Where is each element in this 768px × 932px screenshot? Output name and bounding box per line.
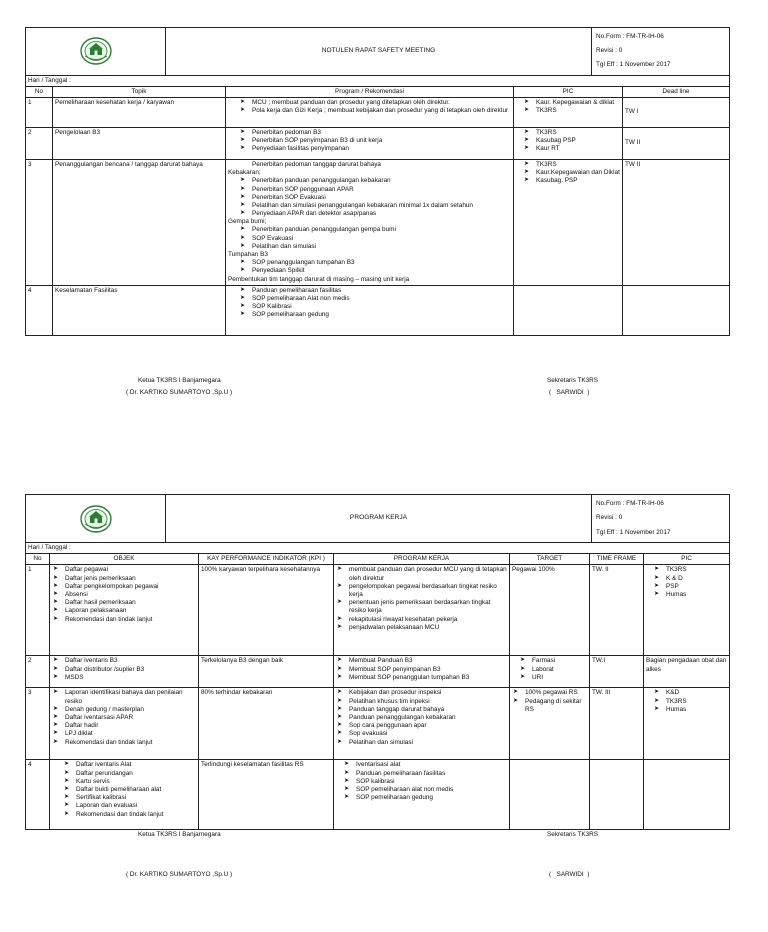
signer-left-name: ( Dr. KARTIKO SUMARTOYO ,Sp.U ) (126, 871, 233, 878)
list-item: ➤ URI (512, 674, 587, 682)
row-number: 3 (26, 688, 50, 760)
list-item: ➤ Laporan pelaksanaan (52, 607, 196, 615)
row-objek (50, 565, 199, 656)
list-item: ➤ Humas (646, 706, 727, 714)
effective-date: Tgl Eff : 1 November 2017 (596, 61, 671, 69)
row-objek (50, 760, 199, 830)
col-header-topik: Topik (53, 86, 226, 97)
program-header-table (25, 494, 730, 543)
list-item: ➤ Daftar bukti pemeliharaan alat (52, 786, 196, 794)
table-row (26, 656, 730, 688)
row-number: 2 (26, 127, 53, 159)
hari-tanggal-label: Hari / Tanggal : (25, 76, 730, 86)
table-row (26, 127, 730, 159)
col-header-deadline: Dead line (623, 86, 730, 97)
col-header-no: No (26, 86, 53, 97)
signer-right-title: Sekretaris TK3RS (547, 831, 599, 838)
form-number: No.Form : FM-TR-IH-06 (596, 33, 664, 40)
list-item: ➤ Kebijakan dan prosedur inspeksi (336, 689, 507, 697)
list-item: ➤ K&D (646, 689, 727, 697)
row-program (334, 656, 510, 688)
table-row (26, 688, 730, 760)
kebakaran-label: Kebakaran; (228, 169, 261, 177)
table-header-row (26, 554, 730, 565)
list-item: ➤ Farmasi (512, 657, 587, 665)
notulen-document (25, 27, 730, 336)
list-item: ➤ Penyediaan fasilitas penyimpanan (228, 145, 511, 153)
logo-cell (26, 28, 166, 76)
list-item: ➤ Daftar iventaris Alat (52, 761, 196, 769)
list-item: ➤ SOP Kalibrasi (228, 303, 511, 311)
hospital-logo-icon (28, 504, 163, 534)
list-item: ➤ Kaur.Kepegawaian dan Diklat (516, 169, 620, 177)
row-target: Pegawai 100% (510, 565, 590, 656)
row-target (510, 760, 590, 830)
list-item: ➤ Daftar pengkelompokan pegawai (52, 583, 196, 591)
row-kpi: Terlindungi keselamatan fasilitas RS (199, 760, 334, 830)
row-deadline: TW I (623, 97, 730, 127)
list-item: ➤ SOP pemeliharaan gedung (228, 311, 511, 319)
list-item: ➤ TK3RS (646, 698, 727, 706)
row-topic: Pengelolaan B3 (53, 127, 226, 159)
row-timeframe: TW. II (590, 565, 644, 656)
list-item: ➤ Penerbitan SOP penggunaan APAR (228, 186, 511, 194)
row-deadline: TW II (623, 159, 730, 285)
row-target (510, 656, 590, 688)
col-header-program: Program / Rekomendasi (226, 86, 514, 97)
col-header-pic: PIC (644, 554, 730, 565)
list-item: ➤ TK3RS (646, 566, 727, 574)
row-deadline (623, 285, 730, 335)
list-item: ➤ SOP pemeliharaan alat non medis (336, 786, 507, 794)
program-heading: Penerbitan pedoman tanggap darurat bahaya (252, 160, 381, 168)
hari-tanggal-label: Hari / Tanggal : (25, 543, 730, 553)
row-pic (644, 565, 730, 656)
list-item: ➤ Penerbitan SOP Evakuasi (228, 194, 511, 202)
list-item: ➤ Penerbitan panduan penanggulangan kebakaran (228, 177, 511, 185)
col-header-timeframe: TIME FRAME (590, 554, 644, 565)
hospital-logo-icon (28, 36, 163, 66)
list-item: ➤ Membuat SOP penyimpanan B3 (336, 666, 507, 674)
signer-right-name: ( SARWIDI ) (549, 871, 590, 878)
list-item: ➤ Panduan penanggulangan kebakaran (336, 714, 507, 722)
signer-right-name: ( SARWIDI ) (549, 389, 590, 396)
row-program (226, 159, 514, 285)
list-item: ➤ MCU ; membuat panduan dan prosedur yang ditetapkan oleh direktur. (228, 99, 511, 107)
row-pic (644, 760, 730, 830)
list-item: ➤ Kasubag PSP (516, 137, 620, 145)
program-kerja-document (25, 494, 730, 830)
list-item: ➤ Daftar iventarsasi APAR (52, 714, 196, 722)
list-item: ➤ Laborat (512, 666, 587, 674)
row-pic (514, 285, 623, 335)
list-item: ➤ Daftar hasil pemeriksaan (52, 599, 196, 607)
row-kpi: 100% karyawan terpelihara kesehatannya (199, 565, 334, 656)
list-item: ➤ Penerbitan panduan penanggulangan gempa bumi (228, 226, 511, 234)
table-row (26, 565, 730, 656)
row-number: 4 (26, 760, 50, 830)
list-item: ➤ Membuat SOP penanggulan tumpahan B3 (336, 674, 507, 682)
list-item: ➤ Denah gedung / masterplan (52, 706, 196, 714)
row-topic: Keselamatan Fasilitas (53, 285, 226, 335)
list-item: ➤ pengelompokan pegawai berdasarkan tingkat resiko kerja (336, 583, 507, 599)
row-target (510, 688, 590, 760)
row-program (226, 285, 514, 335)
row-program (334, 565, 510, 656)
document-title: PROGRAM KERJA (166, 495, 592, 543)
program-kerja-table (25, 553, 730, 830)
row-objek (50, 688, 199, 760)
list-item: ➤ Panduan tanggap darurat bahaya (336, 706, 507, 714)
list-item: ➤ 100% pegawai RS (512, 689, 587, 697)
list-item: ➤ SOP pemeliharaan Alat non medis (228, 295, 511, 303)
list-item: ➤ K & D (646, 575, 727, 583)
tumpahan-label: Tumpahan B3 (228, 251, 268, 258)
signer-left-title: Ketua TK3RS I Banjarnegara (138, 831, 221, 838)
row-program (334, 688, 510, 760)
row-topic: Penanggulangan bencana / tanggap darurat bahaya (53, 159, 226, 285)
list-item: ➤ Iventarisasi alat (336, 761, 507, 769)
row-topic: Pemeliharaan kesehatan kerja / karyawan (53, 97, 226, 127)
list-item: ➤ Rekomendasi dan tindak lanjut (52, 811, 196, 819)
row-pic (514, 97, 623, 127)
list-item: ➤ Laporan identifikasi bahaya dan penilaian resiko (52, 689, 196, 705)
list-item: ➤ Kaur RT (516, 145, 620, 153)
list-item: ➤ SOP kalibrasi (336, 778, 507, 786)
signer-left-title: Ketua TK3RS I Banjarnegara (138, 377, 221, 384)
list-item: ➤ Pedagang di sekitar RS (512, 698, 587, 714)
row-number: 1 (26, 97, 53, 127)
list-item: ➤ Rekomendasi dan tindak lanjut (52, 616, 196, 624)
notulen-table (25, 86, 730, 336)
list-item: ➤ Penerbitan SOP penyimpanan B3 di unit kerja (228, 137, 511, 145)
row-number: 3 (26, 159, 53, 285)
form-number: No.Form : FM-TR-IH-06 (596, 500, 664, 508)
list-item: ➤ Pelatihan dan simulasi (336, 739, 507, 747)
list-item: ➤ membuat panduan dan prosedur MCU yang di tetapkan oleh direktur (336, 566, 507, 582)
list-item: ➤ SOP pemeliharaan gedung (336, 794, 507, 802)
row-number: 4 (26, 285, 53, 335)
form-info (592, 28, 730, 76)
list-item: ➤ TK3RS (516, 161, 620, 169)
list-item: ➤ penjadwalan pelaksanaan MCU (336, 624, 507, 632)
list-item: ➤ rekapitulasi riwayat kesehatan pekerja (336, 616, 507, 624)
signer-left-name: ( Dr. KARTIKO SUMARTOYO ,Sp.U ) (126, 389, 233, 396)
list-item: ➤ Penerbitan pedoman B3 (228, 129, 511, 137)
list-item: ➤ Rekomendasi dan tindak lanjut (52, 739, 196, 747)
effective-date: Tgl Eff : 1 November 2017 (596, 528, 671, 536)
row-kpi: Terkelolanya B3 dengan baik (199, 656, 334, 688)
revision: Revisi : 0 (596, 47, 623, 55)
list-item: ➤ Kartu servis (52, 778, 196, 786)
table-row (26, 97, 730, 127)
list-item: ➤ penentuan jenis pemeriksaan berdasarkan tingkat resiko kerja (336, 599, 507, 615)
row-kpi: 80% terhindar kebakaran (199, 688, 334, 760)
list-item: ➤ MSDS (52, 674, 196, 682)
list-item: ➤ Kaur. Kepegawaian & diklat (516, 99, 620, 107)
list-item: ➤ SOP penanggulangan tumpahan B3 (228, 259, 511, 267)
list-item: ➤ PSP (646, 583, 727, 591)
table-row (26, 285, 730, 335)
list-item: ➤ LPJ diklat (52, 730, 196, 738)
row-program (334, 760, 510, 830)
list-item: ➤ Daftar distributor /suplier B3 (52, 666, 196, 674)
col-header-target: TARGET (510, 554, 590, 565)
form-info (592, 495, 730, 543)
col-header-program: PROGRAM KERJA (334, 554, 510, 565)
revision: Revisi : 0 (596, 514, 623, 522)
list-item: ➤ TK3RS (516, 129, 620, 137)
list-item: ➤ Kasubag. PSP (516, 177, 620, 185)
list-item: ➤ Pola kerja dan Gizi Kerja ; membuat kebijakan dan prosedur yang di tetapkan oleh direktur (228, 107, 511, 115)
row-number: 1 (26, 565, 50, 656)
list-item: ➤ Sop cara penggunaan apar (336, 722, 507, 730)
row-pic (514, 159, 623, 285)
list-item: ➤ Penyediaan APAR dan detektor asap/panas (228, 210, 511, 218)
row-pic (644, 688, 730, 760)
col-header-kpi: KAY PERFORMANCE INDIKATOR (KPI ) (199, 554, 334, 565)
list-item: ➤ Daftar iventaris B3 (52, 657, 196, 665)
list-item: ➤ Daftar perundangan (52, 770, 196, 778)
gempa-label: Gempa bumi; (228, 218, 267, 226)
col-header-objek: OBJEK (50, 554, 199, 565)
col-header-no: No (26, 554, 50, 565)
row-program (226, 127, 514, 159)
list-item: ➤ Sertifikat kalibrasi (52, 794, 196, 802)
list-item: ➤ Absensi (52, 591, 196, 599)
row-pic (514, 127, 623, 159)
row-timeframe (590, 760, 644, 830)
col-header-pic: PIC (514, 86, 623, 97)
list-item: ➤ Humas (646, 591, 727, 599)
list-item: ➤ Membuat Panduan B3 (336, 657, 507, 665)
row-timeframe: TW.I (590, 656, 644, 688)
table-header-row (26, 86, 730, 97)
list-item: ➤ Penyediaan Spilkit (228, 267, 511, 275)
row-program (226, 97, 514, 127)
signer-right-title: Sekretaris TK3RS (547, 377, 599, 384)
logo-cell (26, 495, 166, 543)
row-number: 2 (26, 656, 50, 688)
list-item: ➤ Panduan pemeliharaan fasilitas (336, 770, 507, 778)
list-item: ➤ SOP Evakuasi (228, 235, 511, 243)
row-deadline: TW II (623, 127, 730, 159)
table-row (26, 760, 730, 830)
row-timeframe: TW. III (590, 688, 644, 760)
list-item: ➤ Daftar hadir (52, 722, 196, 730)
list-item: ➤ Pelatihan dan simulasi penanggulangan kebakaran minimal 1x dalam setahun (228, 202, 511, 210)
list-item: ➤ Daftar jenis pemeriksaan (52, 575, 196, 583)
notulen-header-table (25, 27, 730, 76)
row-pic: Bagian pengadaan obat dan alkes (644, 656, 730, 688)
document-title: NOTULEN RAPAT SAFETY MEETING (166, 28, 592, 76)
list-item: ➤ Pelatihan khusus tim inpeksi (336, 698, 507, 706)
row-objek (50, 656, 199, 688)
list-item: ➤ TK3RS (516, 107, 620, 115)
list-item: ➤ Panduan pemeliharaan fasilitas (228, 287, 511, 295)
list-item: ➤ Daftar pegawai (52, 566, 196, 574)
list-item: ➤ Laporan dan evaluasi (52, 802, 196, 810)
pembentukan-text: Pembentukan tim tanggap darurat di masing – masing unit kerja (228, 275, 410, 283)
list-item: ➤ Sop evakuasi (336, 730, 507, 738)
list-item: ➤ Pelatihan dan simulasi (228, 243, 511, 251)
table-row (26, 159, 730, 285)
